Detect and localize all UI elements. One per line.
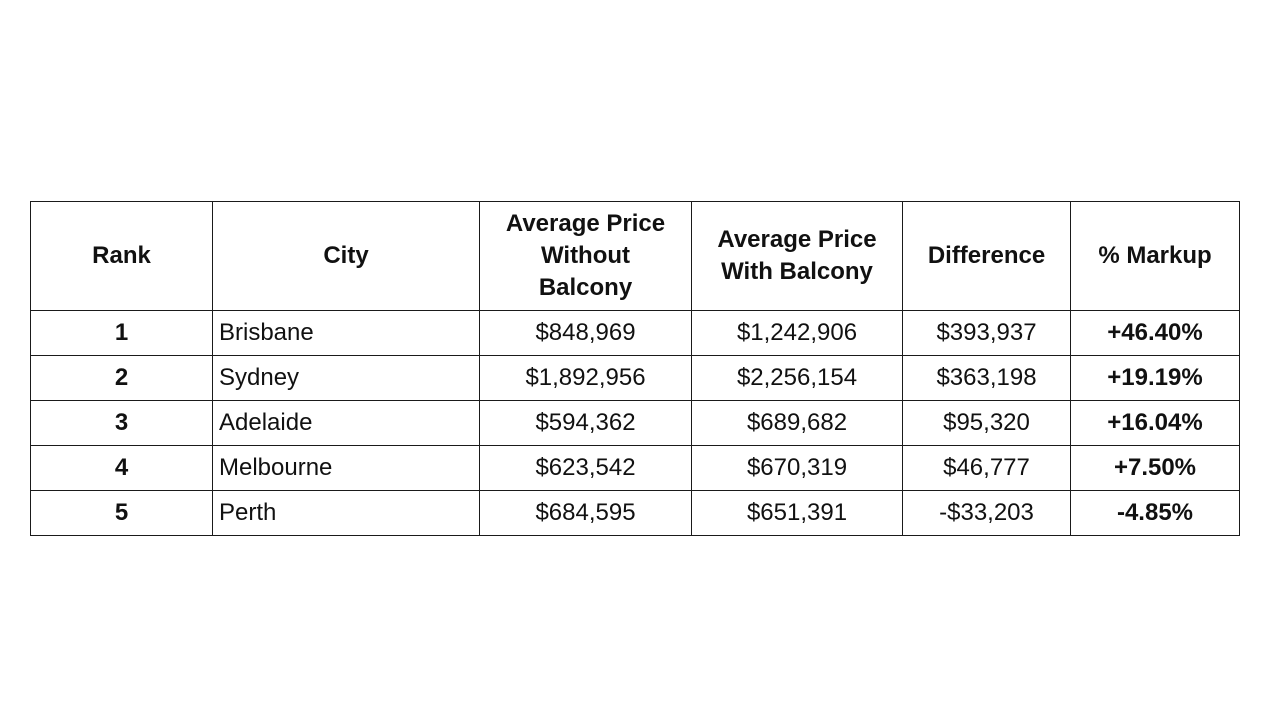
price-comparison-table	[30, 201, 1240, 536]
cell-city: Brisbane	[213, 311, 480, 356]
cell-price-without-balcony: $848,969	[480, 311, 692, 356]
cell-markup: +7.50%	[1071, 446, 1240, 491]
cell-difference: $46,777	[903, 446, 1071, 491]
cell-difference: $95,320	[903, 401, 1071, 446]
table-row	[31, 311, 1240, 356]
cell-markup: +46.40%	[1071, 311, 1240, 356]
cell-difference: $363,198	[903, 356, 1071, 401]
cell-rank: 3	[31, 401, 213, 446]
cell-markup: +16.04%	[1071, 401, 1240, 446]
header-rank: Rank	[31, 202, 213, 311]
cell-city: Perth	[213, 491, 480, 536]
cell-city: Melbourne	[213, 446, 480, 491]
cell-price-with-balcony: $2,256,154	[692, 356, 903, 401]
cell-price-with-balcony: $651,391	[692, 491, 903, 536]
table-row	[31, 446, 1240, 491]
cell-rank: 2	[31, 356, 213, 401]
cell-price-without-balcony: $1,892,956	[480, 356, 692, 401]
cell-difference: $393,937	[903, 311, 1071, 356]
header-city: City	[213, 202, 480, 311]
cell-markup: +19.19%	[1071, 356, 1240, 401]
cell-difference: -$33,203	[903, 491, 1071, 536]
cell-rank: 1	[31, 311, 213, 356]
cell-markup: -4.85%	[1071, 491, 1240, 536]
header-average-price-without-balcony: Average Price Without Balcony	[480, 202, 692, 311]
cell-price-with-balcony: $1,242,906	[692, 311, 903, 356]
cell-rank: 4	[31, 446, 213, 491]
header-markup: % Markup	[1071, 202, 1240, 311]
cell-price-with-balcony: $689,682	[692, 401, 903, 446]
cell-city: Sydney	[213, 356, 480, 401]
header-average-price-with-balcony: Average Price With Balcony	[692, 202, 903, 311]
header-difference: Difference	[903, 202, 1071, 311]
cell-rank: 5	[31, 491, 213, 536]
table-header-row	[31, 202, 1240, 311]
cell-city: Adelaide	[213, 401, 480, 446]
cell-price-without-balcony: $623,542	[480, 446, 692, 491]
cell-price-with-balcony: $670,319	[692, 446, 903, 491]
table-row	[31, 401, 1240, 446]
cell-price-without-balcony: $684,595	[480, 491, 692, 536]
price-comparison-table-container	[30, 201, 1239, 536]
table-row	[31, 356, 1240, 401]
cell-price-without-balcony: $594,362	[480, 401, 692, 446]
table-row	[31, 491, 1240, 536]
